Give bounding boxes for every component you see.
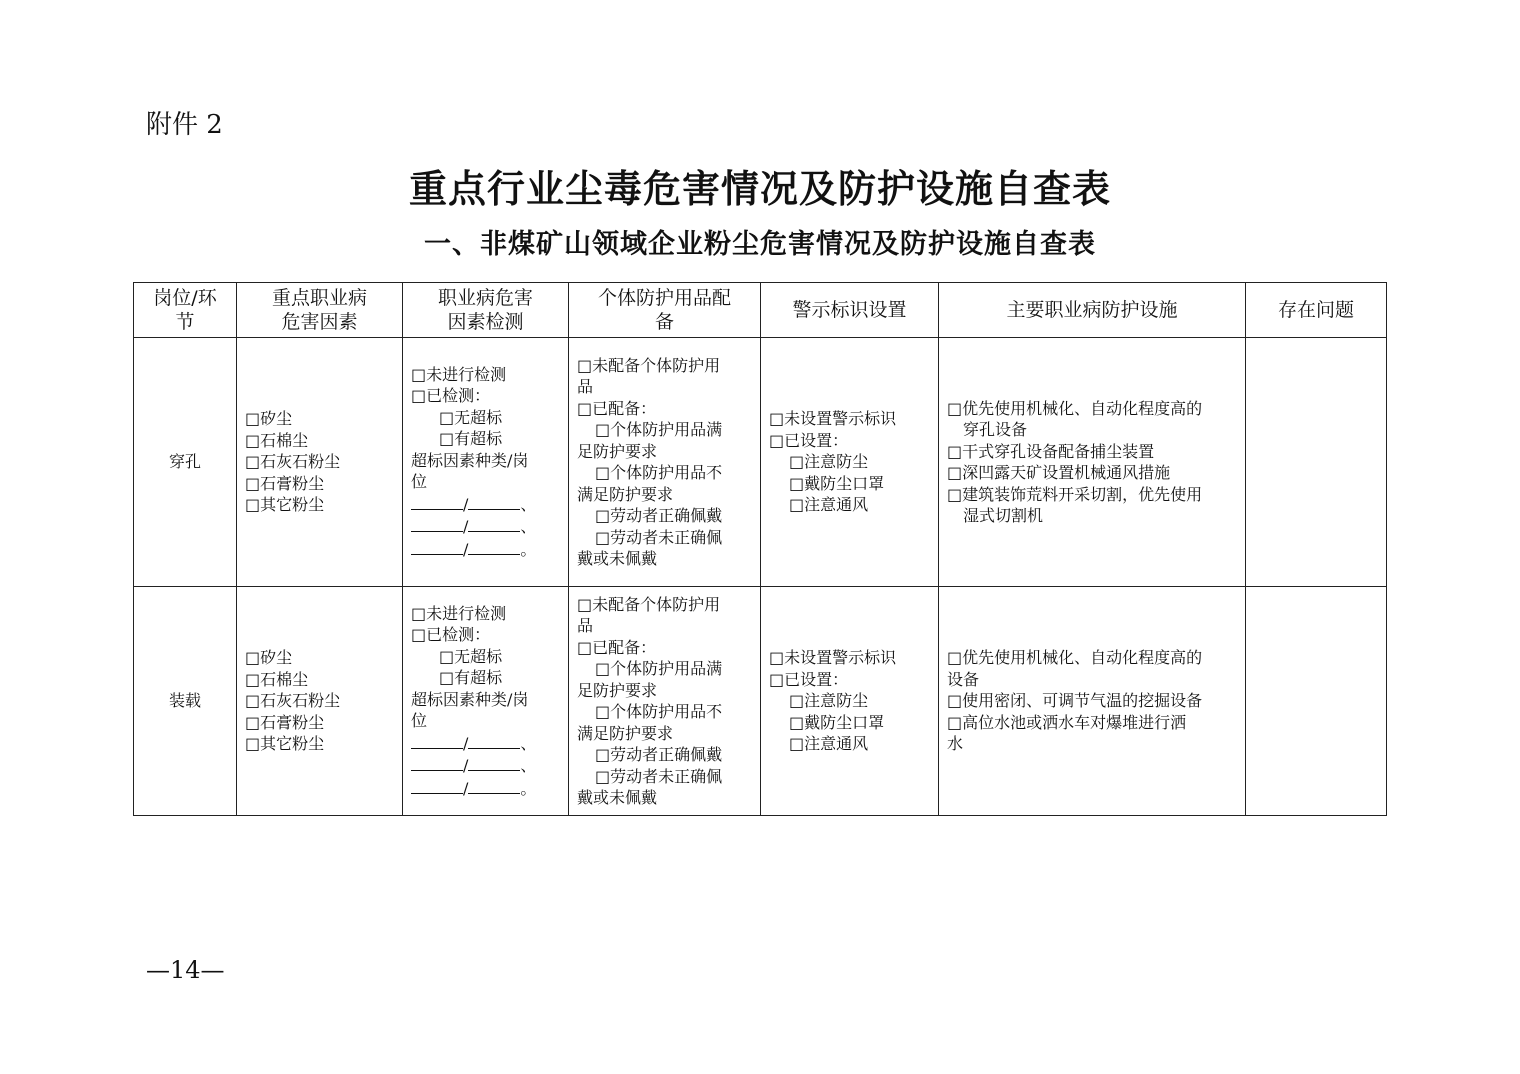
- checkbox-option[interactable]: □深凹露天矿设置机械通风措施: [947, 463, 1171, 482]
- checkbox-option[interactable]: □有超标: [439, 668, 503, 688]
- detection-cell: [403, 338, 569, 587]
- checkbox-option[interactable]: □优先使用机械化、自动化程度高的: [947, 648, 1203, 668]
- facility-text: 湿式切割机: [963, 506, 1044, 525]
- ppe-text: 品: [577, 377, 594, 396]
- checkbox-option[interactable]: □个体防护用品不: [595, 463, 723, 482]
- checkbox-option[interactable]: □个体防护用品满: [595, 420, 723, 439]
- header-issues: 存在问题: [1246, 283, 1387, 338]
- header-position: 岗位/环 节: [134, 283, 237, 338]
- checkbox-option[interactable]: □其它粉尘: [245, 495, 325, 515]
- header-hazards: 重点职业病 危害因素: [237, 283, 403, 338]
- detection-note: 超标因素种类/岗: [411, 450, 529, 470]
- checkbox-option[interactable]: □注意通风: [789, 734, 869, 754]
- facilities-cell: [939, 587, 1246, 816]
- checkbox-option[interactable]: □戴防尘口罩: [789, 473, 885, 493]
- ppe-text: 满足防护要求: [577, 484, 674, 504]
- checkbox-option[interactable]: □有超标: [439, 429, 503, 449]
- checkbox-option[interactable]: □注意防尘: [789, 452, 869, 472]
- detection-note: 超标因素种类/岗: [411, 689, 529, 709]
- checkbox-option[interactable]: □戴防尘口罩: [789, 712, 885, 732]
- checkbox-option[interactable]: □矽尘: [245, 409, 293, 429]
- page-number: —14—: [146, 956, 225, 984]
- document-title: 重点行业尘毒危害情况及防护设施自查表: [408, 166, 1111, 211]
- facility-text: 设备: [947, 669, 980, 689]
- checkbox-option[interactable]: □已配备：: [577, 398, 657, 418]
- checkbox-option[interactable]: □已设置：: [769, 669, 849, 689]
- checkbox-option[interactable]: □建筑装饰荒料开采切割，优先使用: [947, 484, 1203, 504]
- checkbox-option[interactable]: □已配备：: [577, 637, 657, 657]
- checkbox-option[interactable]: □劳动者正确佩戴: [595, 506, 723, 525]
- checkbox-option[interactable]: □石灰石粉尘: [245, 452, 341, 472]
- header-warning: 警示标识设置: [761, 283, 939, 338]
- checkbox-option[interactable]: □已检测：: [411, 625, 491, 645]
- detection-cell: [403, 587, 569, 816]
- ppe-text: 足防护要求: [577, 441, 658, 461]
- checkbox-option[interactable]: □石棉尘: [245, 669, 309, 689]
- checkbox-option[interactable]: □石棉尘: [245, 430, 309, 450]
- checkbox-option[interactable]: □石膏粉尘: [245, 712, 325, 732]
- header-ppe: 个体防护用品配 备: [569, 283, 761, 338]
- checkbox-option[interactable]: □个体防护用品不: [595, 702, 723, 721]
- ppe-text: 戴或未佩戴: [577, 549, 658, 568]
- checkbox-option[interactable]: □其它粉尘: [245, 734, 325, 754]
- checkbox-option[interactable]: □劳动者未正确佩: [595, 527, 723, 547]
- ppe-text: 品: [577, 616, 594, 635]
- header-row: [134, 283, 1387, 338]
- fill-blank-line[interactable]: / 、: [411, 732, 560, 755]
- detection-note: 位: [411, 711, 428, 731]
- checkbox-option[interactable]: □石膏粉尘: [245, 473, 325, 493]
- checkbox-option[interactable]: □优先使用机械化、自动化程度高的: [947, 398, 1203, 418]
- header-facilities: 主要职业病防护设施: [939, 283, 1246, 338]
- position-cell: 装载: [134, 587, 237, 816]
- checkbox-option[interactable]: □已设置：: [769, 430, 849, 450]
- checkbox-option[interactable]: □未进行检测: [411, 603, 507, 623]
- fill-blank-line[interactable]: / 。: [411, 777, 560, 800]
- hazards-cell: [237, 587, 403, 816]
- checkbox-option[interactable]: □矽尘: [245, 648, 293, 668]
- checkbox-option[interactable]: □注意通风: [789, 495, 869, 515]
- header-detection: 职业病危害 因素检测: [403, 283, 569, 338]
- section-subtitle: 一、非煤矿山领域企业粉尘危害情况及防护设施自查表: [424, 229, 1096, 260]
- position-cell: 穿孔: [134, 338, 237, 587]
- checkbox-option[interactable]: □石灰石粉尘: [245, 691, 341, 711]
- ppe-text: 戴或未佩戴: [577, 788, 658, 807]
- checkbox-option[interactable]: □未配备个体防护用: [577, 594, 721, 614]
- issues-cell[interactable]: [1246, 587, 1387, 816]
- self-inspection-table: [133, 282, 1387, 816]
- issues-cell[interactable]: [1246, 338, 1387, 587]
- checkbox-option[interactable]: □高位水池或洒水车对爆堆进行洒: [947, 712, 1187, 732]
- ppe-text: 足防护要求: [577, 680, 658, 700]
- table-row: [134, 587, 1387, 816]
- ppe-text: 满足防护要求: [577, 723, 674, 743]
- checkbox-option[interactable]: □已检测：: [411, 386, 491, 406]
- table-row: [134, 338, 1387, 587]
- warning-cell: [761, 587, 939, 816]
- facility-text: 穿孔设备: [963, 420, 1028, 439]
- hazards-cell: [237, 338, 403, 587]
- facilities-cell: [939, 338, 1246, 587]
- checkbox-option[interactable]: □无超标: [439, 646, 503, 666]
- fill-blank-line[interactable]: / 、: [411, 515, 560, 538]
- warning-cell: [761, 338, 939, 587]
- checkbox-option[interactable]: □个体防护用品满: [595, 659, 723, 678]
- facility-text: 水: [947, 734, 964, 754]
- fill-blank-line[interactable]: / 、: [411, 754, 560, 777]
- checkbox-option[interactable]: □使用密闭、可调节气温的挖掘设备: [947, 691, 1203, 711]
- fill-blank-line[interactable]: / 。: [411, 538, 560, 561]
- ppe-cell: [569, 338, 761, 587]
- fill-blank-line[interactable]: / 、: [411, 493, 560, 516]
- detection-note: 位: [411, 472, 428, 492]
- checkbox-option[interactable]: □干式穿孔设备配备捕尘装置: [947, 441, 1155, 461]
- checkbox-option[interactable]: □未设置警示标识: [769, 648, 897, 668]
- checkbox-option[interactable]: □未进行检测: [411, 364, 507, 384]
- ppe-cell: [569, 587, 761, 816]
- checkbox-option[interactable]: □劳动者未正确佩: [595, 766, 723, 786]
- attachment-label: 附件 2: [146, 110, 223, 140]
- checkbox-option[interactable]: □无超标: [439, 407, 503, 427]
- checkbox-option[interactable]: □未配备个体防护用: [577, 355, 721, 375]
- checkbox-option[interactable]: □未设置警示标识: [769, 409, 897, 429]
- checkbox-option[interactable]: □劳动者正确佩戴: [595, 745, 723, 764]
- checkbox-option[interactable]: □注意防尘: [789, 691, 869, 711]
